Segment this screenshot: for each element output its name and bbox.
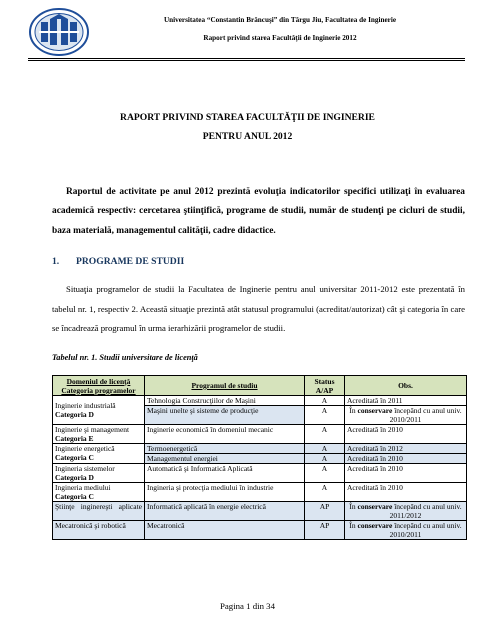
- table-row: [53, 444, 467, 454]
- table-row: [53, 502, 467, 521]
- domain-cell: Ingineria mediului Categoria C: [53, 483, 145, 502]
- table-row: [53, 483, 467, 502]
- program-cell: Mecatronică: [145, 521, 305, 540]
- section-heading: [52, 256, 184, 267]
- header-status: Status A/AP: [305, 376, 345, 396]
- university-logo: [28, 7, 90, 57]
- section-title: PROGRAME DE STUDII: [76, 256, 185, 267]
- intro-paragraph: Raportul de activitate pe anul 2012 prezintă evoluţia indicatorilor specifici utilizaţi în evaluarea academică respectiv: cercetarea ştiinţifică, programe de studii, număr de studenţi pe cicluri de studii, baza materială, managementul calităţii, cadre didactice.: [52, 187, 465, 236]
- report-title-line1: RAPORT PRIVIND STAREA FACULTĂŢII DE INGINERIE: [120, 112, 375, 123]
- table-caption: Tabelul nr. 1. Studii universitare de licenţă: [52, 353, 198, 362]
- status-cell: A: [305, 444, 345, 454]
- header-obs: Obs.: [345, 376, 467, 396]
- programs-paragraph: Situaţia programelor de studii la Facultatea de Inginerie pentru anul universitar 2011-2012 este prezentată în tabelul nr. 1, respectiv 2. Această situaţie prezintă atât statusul programului (acreditat/autorizat) cât şi categoria în care se încadrează programul în urma ierarhizării programelor de studii.: [52, 284, 465, 334]
- section-number: 1.: [52, 256, 60, 267]
- status-cell: A: [305, 454, 345, 464]
- table-header-row: [53, 376, 467, 396]
- table-row: [53, 464, 467, 483]
- status-cell: A: [305, 483, 345, 502]
- domain-cell: Inginerie energetică Categoria C: [53, 444, 145, 464]
- obs-cell: Acreditată în 2010: [345, 464, 467, 483]
- status-cell: A: [305, 464, 345, 483]
- table-body: [53, 396, 467, 540]
- header-domain: Domeniul de licenţă Categoria programelor: [53, 376, 145, 396]
- programs-table: [52, 375, 467, 540]
- program-cell: Maşini unelte şi sisteme de producţie: [145, 406, 305, 425]
- table-row: [53, 521, 467, 540]
- program-cell: Managementul energiei: [145, 454, 305, 464]
- status-cell: A: [305, 396, 345, 406]
- program-cell: Tehnologia Construcţiilor de Maşini: [145, 396, 305, 406]
- report-title-line2: PENTRU ANUL 2012: [202, 131, 293, 142]
- program-cell: Informatică aplicată în energie electrică: [145, 502, 305, 521]
- obs-cell: Acreditată în 2010: [345, 425, 467, 444]
- table-row: [53, 396, 467, 406]
- header-rule: [28, 58, 465, 59]
- header-report-line: Raport privind starea Facultăţii de Inginerie 2012: [203, 34, 357, 42]
- program-cell: Inginerie economică în domeniul mecanic: [145, 425, 305, 444]
- obs-cell: Acreditată în 2012: [345, 444, 467, 454]
- header-university-line: Universitatea “Constantin Brâncuşi” din Târgu Jiu, Facultatea de Inginerie: [163, 16, 397, 24]
- status-cell: A: [305, 406, 345, 425]
- obs-cell: În conservare începând cu anul univ. 2011/2012: [345, 502, 467, 521]
- status-cell: AP: [305, 502, 345, 521]
- domain-cell: Ştiinţe inginereşti aplicate: [53, 502, 145, 521]
- status-cell: A: [305, 425, 345, 444]
- page-footer: Pagina 1 din 34: [220, 601, 275, 611]
- domain-cell: Inginerie şi management Categoria E: [53, 425, 145, 444]
- program-cell: Termoenergetică: [145, 444, 305, 454]
- table-row: [53, 425, 467, 444]
- obs-cell: Acreditată în 2011: [345, 396, 467, 406]
- program-cell: Automatică şi Informatică Aplicată: [145, 464, 305, 483]
- obs-cell: În conservare începând cu anul univ. 2010/2011: [345, 521, 467, 540]
- domain-cell: Inginerie industrială Categoria D: [53, 396, 145, 425]
- header-rule: [28, 60, 465, 61]
- obs-cell: În conservare începând cu anul univ. 2010/2011: [345, 406, 467, 425]
- program-cell: Ingineria şi protecţia mediului în industrie: [145, 483, 305, 502]
- obs-cell: Acreditată în 2010: [345, 454, 467, 464]
- domain-cell: Ingineria sistemelor Categoria D: [53, 464, 145, 483]
- status-cell: AP: [305, 521, 345, 540]
- domain-cell: Mecatronică şi robotică: [53, 521, 145, 540]
- obs-cell: Acreditată în 2010: [345, 483, 467, 502]
- header-program: Programul de studiu: [145, 376, 305, 396]
